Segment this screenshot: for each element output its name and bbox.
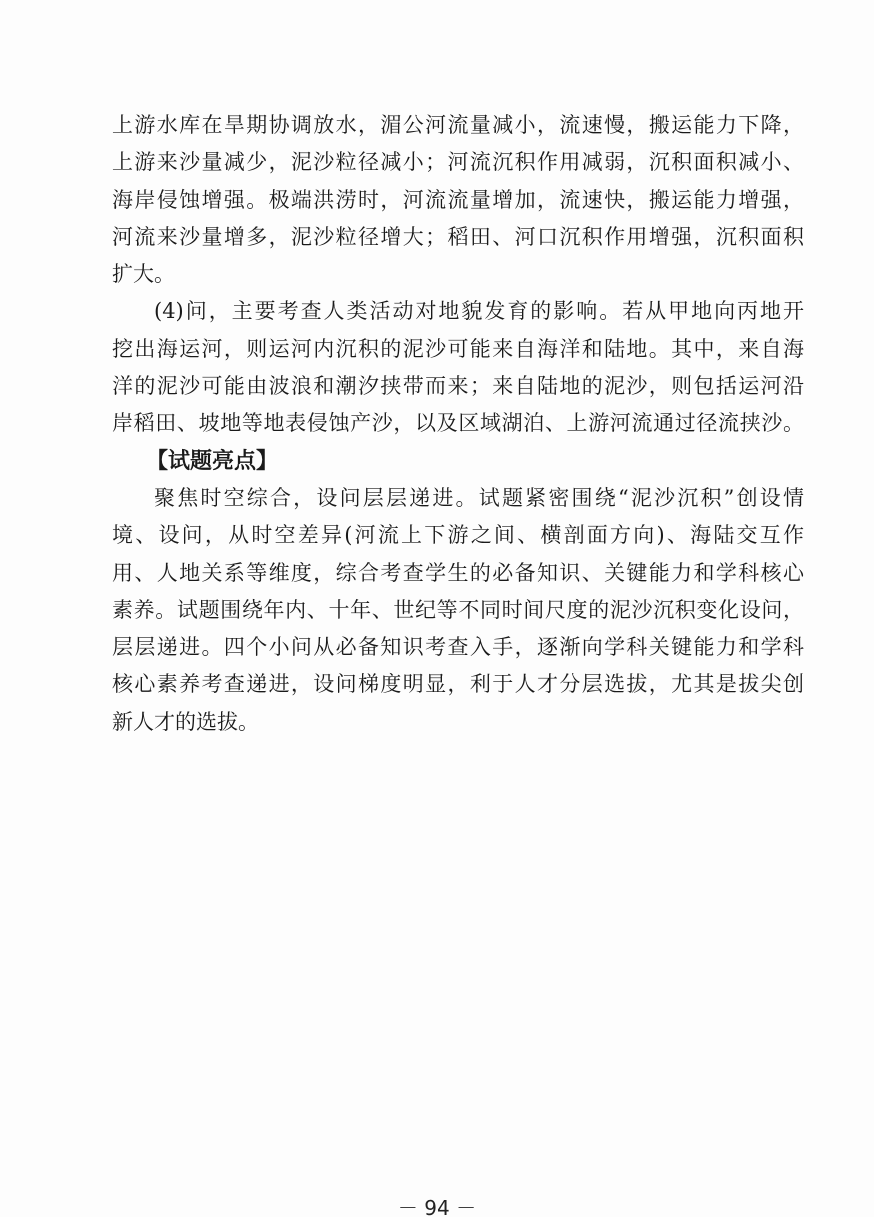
text-line: 岸稻田、坡地等地表侵蚀产沙，以及区域湖泊、上游河流通过径流挟沙。 [112,411,804,436]
text-line: 海岸侵蚀增强。极端洪涝时，河流流量增加，流速快，搬运能力增强， [112,187,804,212]
paragraph-analysis-3 [112,107,804,293]
text-line: 核心素养考查递进，设问梯度明显，利于人才分层选拔，尤其是拔尖创 [112,672,804,697]
text-line: 洋的泥沙可能由波浪和潮汐挟带而来；来自陆地的泥沙，则包括运河沿 [112,374,804,399]
paragraph-highlights [112,480,804,741]
text-line: 境、设问，从时空差异(河流上下游之间、横剖面方向)、海陆交互作 [112,523,804,548]
text-line: 河流来沙量增多，泥沙粒径增大；稻田、河口沉积作用增强，沉积面积 [112,224,804,249]
paragraph-analysis-4 [112,293,804,442]
text-line: 扩大。 [112,262,175,287]
section-heading: 【试题亮点】 [146,448,279,474]
page-number: － 94 － [397,1196,477,1220]
text-line: 上游水库在旱期协调放水，湄公河流量减小，流速慢，搬运能力下降， [112,113,804,137]
text-line: 聚焦时空综合，设问层层递进。试题紧密围绕“泥沙沉积”创设情 [154,485,804,510]
text-line: 上游来沙量减少，泥沙粒径减小；河流沉积作用减弱，沉积面积减小、 [112,150,804,175]
text-line: 挖出海运河，则运河内沉积的泥沙可能来自海洋和陆地。其中，来自海 [112,336,804,361]
text-line: 用、人地关系等维度，综合考查学生的必备知识、关键能力和学科核心 [112,560,804,585]
text-line: 素养。试题围绕年内、十年、世纪等不同时间尺度的泥沙沉积变化设问， [112,597,804,622]
text-line: 层层递进。四个小问从必备知识考查入手，逐渐向学科关键能力和学科 [112,635,804,660]
page-body [112,107,804,741]
text-line: 新人才的选拔。 [112,709,259,734]
text-line: (4)问，主要考查人类活动对地貌发育的影响。若从甲地向丙地开 [154,299,804,324]
